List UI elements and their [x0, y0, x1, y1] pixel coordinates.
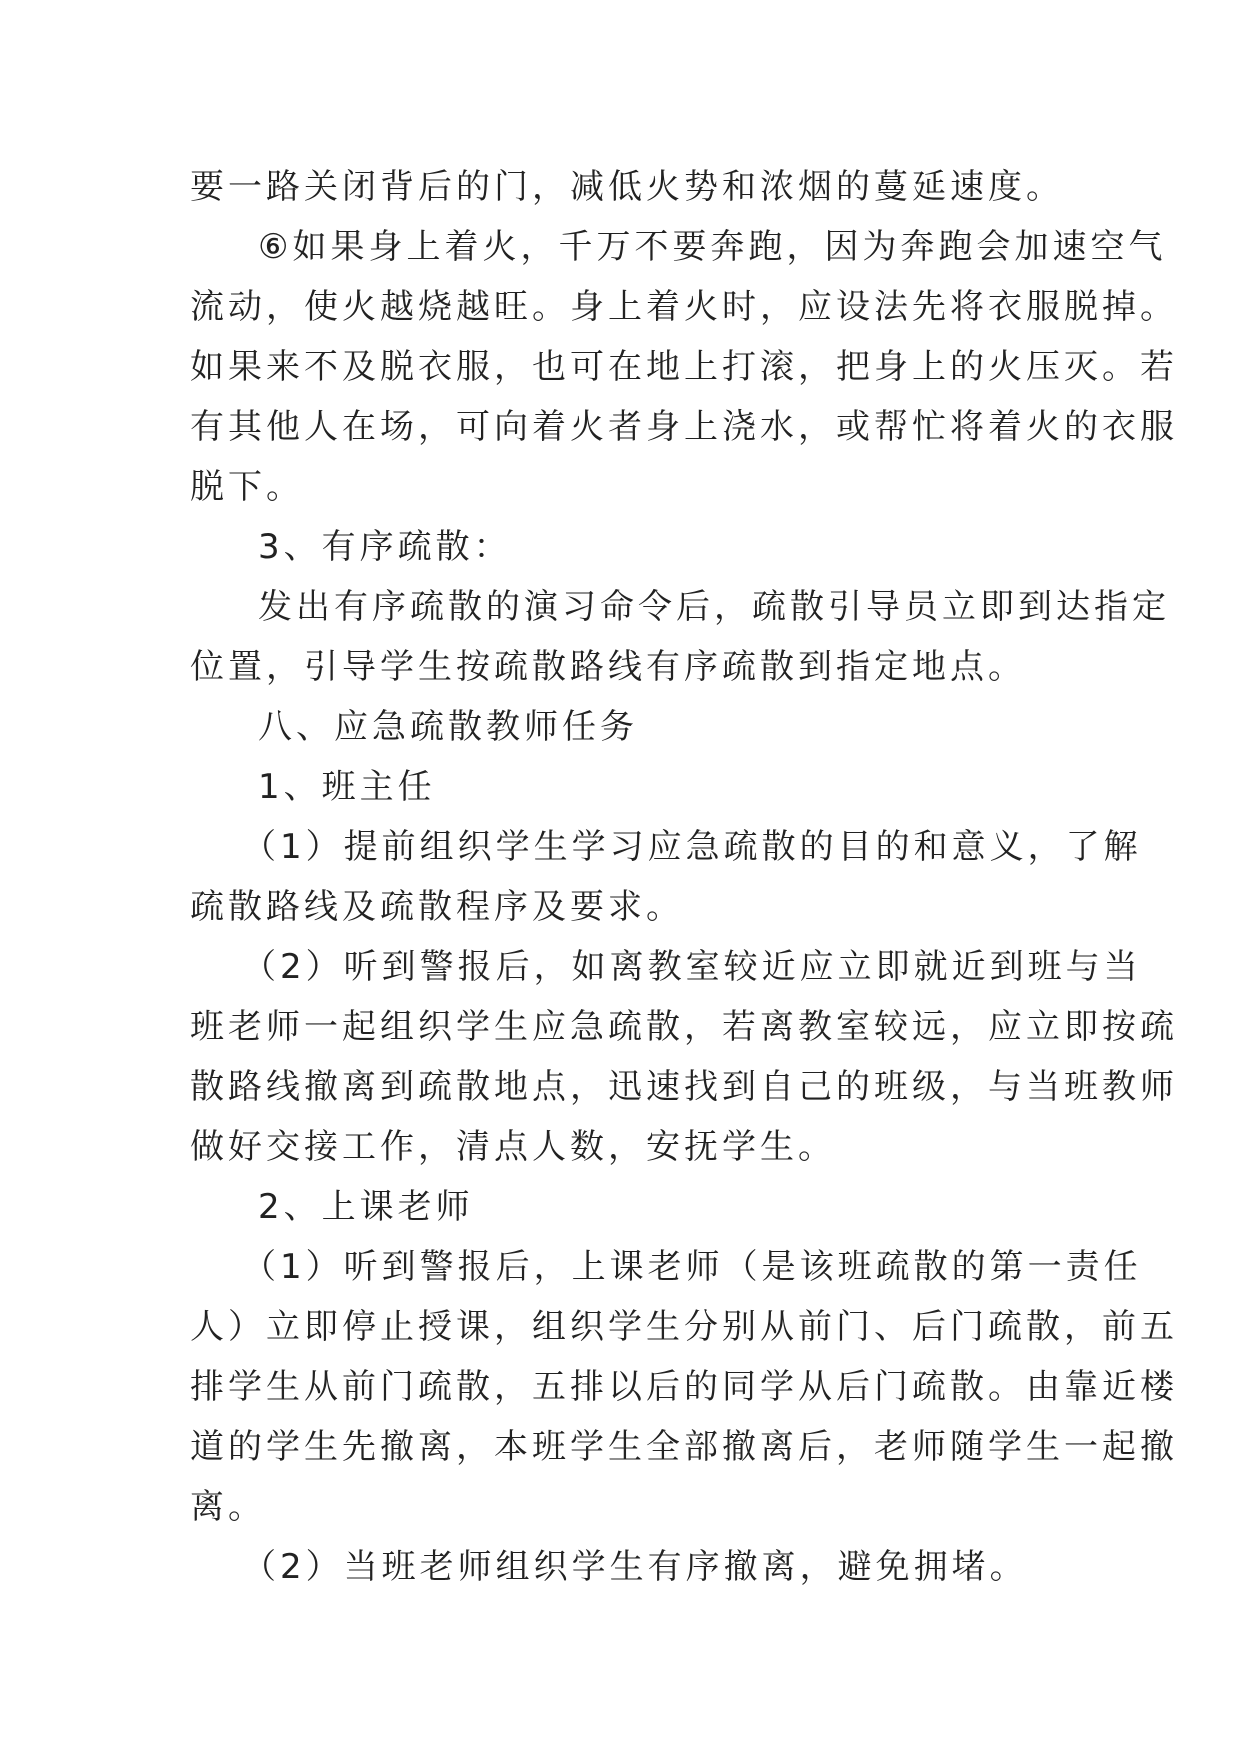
paragraph-line: 如果来不及脱衣服，也可在地上打滚，把身上的火压灭。若 [190, 347, 1178, 387]
section-heading: 八、应急疏散教师任务 [258, 707, 638, 747]
subsection-heading: 1、班主任 [258, 767, 436, 807]
paragraph-line: ⑥如果身上着火，千万不要奔跑，因为奔跑会加速空气 [258, 227, 1167, 267]
paragraph-line: 道的学生先撤离，本班学生全部撤离后，老师随学生一起撤 [190, 1427, 1178, 1467]
paragraph-line: 排学生从前门疏散，五排以后的同学从后门疏散。由靠近楼 [190, 1367, 1178, 1407]
section-heading: 3、有序疏散： [258, 527, 512, 567]
paragraph-line: 离。 [190, 1487, 266, 1527]
paragraph-line: 有其他人在场，可向着火者身上浇水，或帮忙将着火的衣服 [190, 407, 1178, 447]
paragraph-line: （1）听到警报后，上课老师（是该班疏散的第一责任 [242, 1247, 1142, 1287]
paragraph-line: 做好交接工作，清点人数，安抚学生。 [190, 1127, 836, 1167]
paragraph-line: 人）立即停止授课，组织学生分别从前门、后门疏散，前五 [190, 1307, 1178, 1347]
paragraph-line: 脱下。 [190, 467, 304, 507]
paragraph-line: 疏散路线及疏散程序及要求。 [190, 887, 684, 927]
paragraph-line: 发出有序疏散的演习命令后，疏散引导员立即到达指定 [258, 587, 1170, 627]
paragraph-line: 要一路关闭背后的门，减低火势和浓烟的蔓延速度。 [190, 167, 1064, 207]
subsection-heading: 2、上课老师 [258, 1187, 474, 1227]
paragraph-line: （1）提前组织学生学习应急疏散的目的和意义，了解 [242, 827, 1142, 867]
paragraph-line: （2）当班老师组织学生有序撤离，避免拥堵。 [242, 1547, 1028, 1587]
paragraph-line: （2）听到警报后，如离教室较近应立即就近到班与当 [242, 947, 1142, 987]
paragraph-line: 班老师一起组织学生应急疏散，若离教室较远，应立即按疏 [190, 1007, 1178, 1047]
paragraph-line: 流动，使火越烧越旺。身上着火时，应设法先将衣服脱掉。 [190, 287, 1178, 327]
document-body [190, 157, 1178, 1597]
paragraph-line: 散路线撤离到疏散地点，迅速找到自己的班级，与当班教师 [190, 1067, 1178, 1107]
paragraph-line: 位置，引导学生按疏散路线有序疏散到指定地点。 [190, 647, 1026, 687]
